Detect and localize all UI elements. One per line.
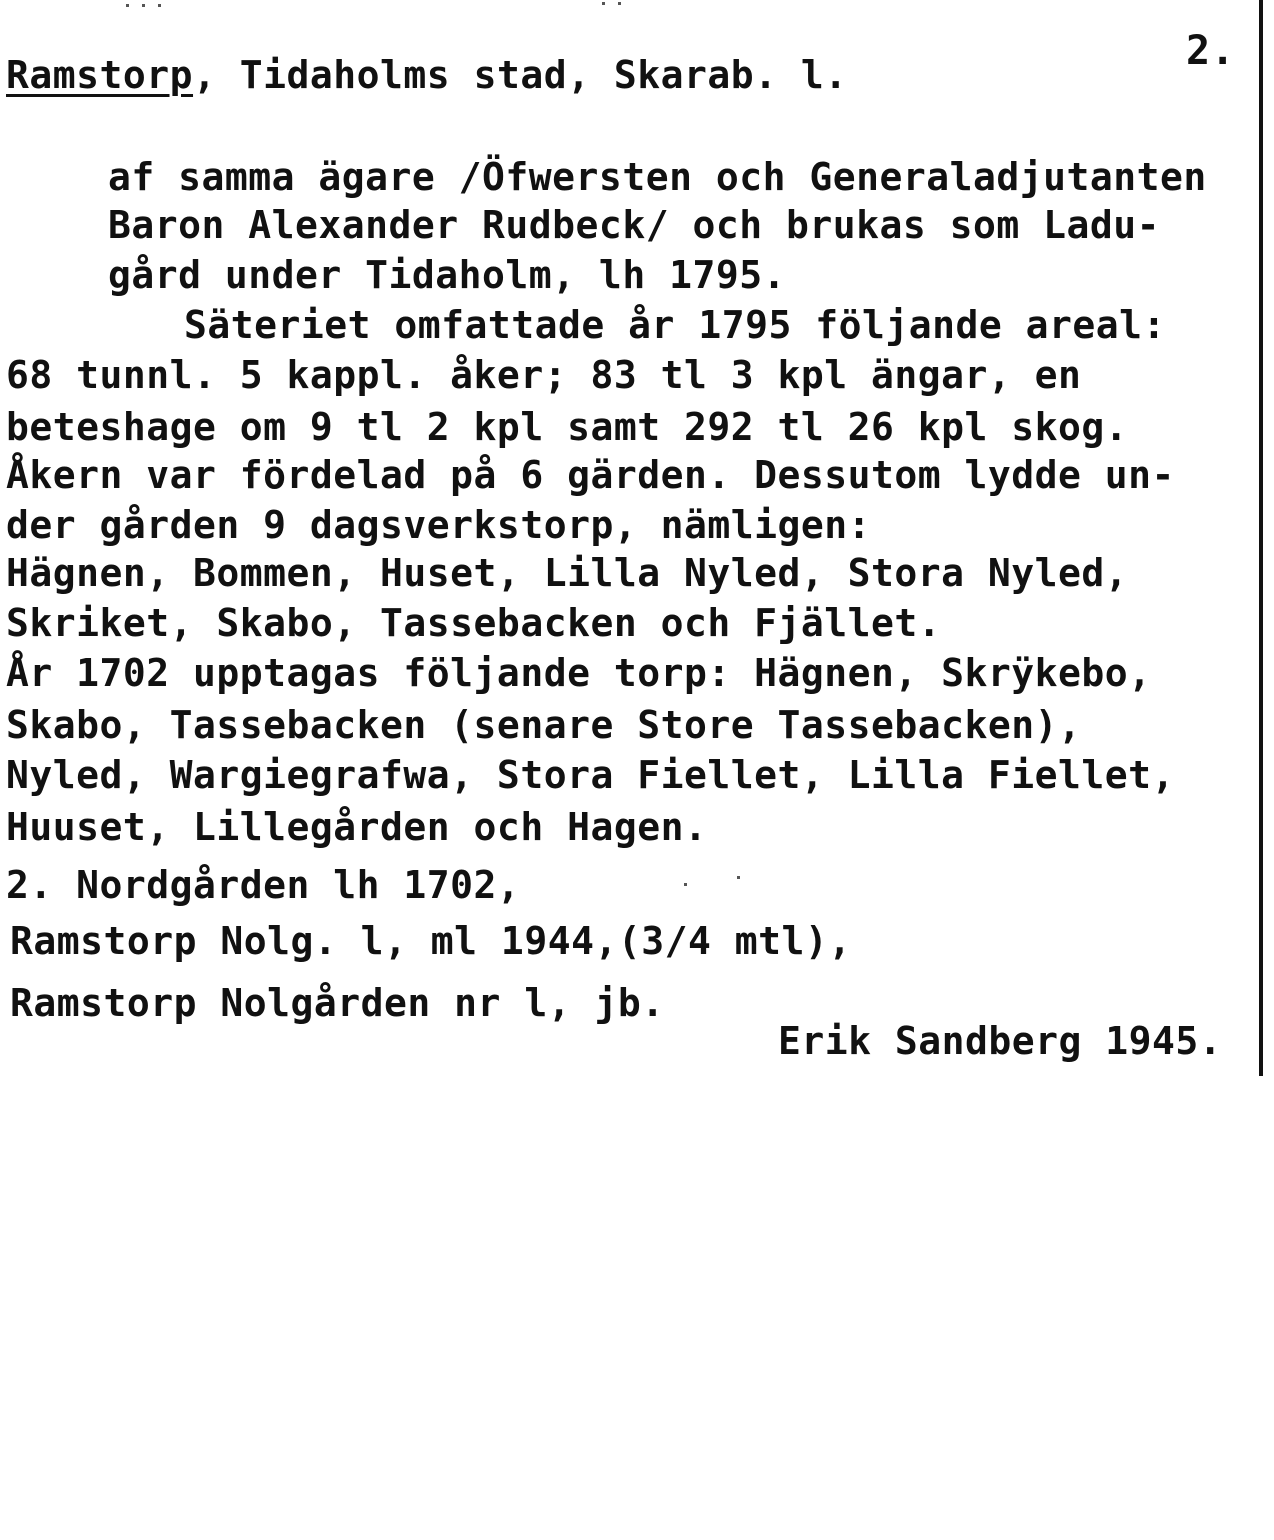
place-location: , Tidaholms stad, Skarab. l. — [193, 53, 848, 97]
body-line-9: Hägnen, Bommen, Huset, Lilla Nyled, Stora Nyled, — [6, 551, 1129, 595]
body-line-1: af samma ägare /Öfwersten och Generaladjutanten — [108, 155, 1207, 199]
body-line-16: Ramstorp Nolg. l, ml 1944,(3/4 mtl), — [10, 919, 852, 963]
body-line-11: År 1702 upptagas följande torp: Hägnen, Skrÿkebo, — [6, 651, 1152, 695]
body-line-17: Ramstorp Nolgården nr l, jb. — [10, 981, 665, 1025]
signature: Erik Sandberg 1945. — [778, 1019, 1223, 1063]
scan-speck — [142, 4, 145, 7]
body-line-2: Baron Alexander Rudbeck/ och brukas som Ladu- — [108, 203, 1161, 247]
scan-speck — [618, 2, 621, 5]
scan-speck — [602, 2, 605, 5]
place-name: Ramstorp — [6, 53, 194, 97]
scan-speck — [126, 4, 129, 7]
body-line-14: Huuset, Lillegården och Hagen. — [6, 805, 708, 849]
body-line-6: beteshage om 9 tl 2 kpl samt 292 tl 26 kpl skog. — [6, 405, 1129, 449]
scan-speck — [158, 4, 161, 7]
heading-line — [6, 53, 848, 97]
body-line-10: Skriket, Skabo, Tassebacken och Fjället. — [6, 601, 942, 645]
card-right-border — [1259, 0, 1263, 1076]
body-line-8: der gården 9 dagsverkstorp, nämligen: — [6, 503, 871, 547]
page-number: 2. — [1186, 28, 1236, 74]
scan-speck — [737, 876, 740, 879]
body-line-5: 68 tunnl. 5 kappl. åker; 83 tl 3 kpl ängar, en — [6, 353, 1082, 397]
body-line-3: gård under Tidaholm, lh 1795. — [108, 253, 786, 297]
body-line-7: Åkern var fördelad på 6 gärden. Dessutom lydde un- — [6, 453, 1175, 497]
body-line-4: Säteriet omfattade år 1795 följande areal: — [184, 303, 1166, 347]
body-line-13: Nyled, Wargiegrafwa, Stora Fiellet, Lilla Fiellet, — [6, 753, 1175, 797]
body-line-15: 2. Nordgården lh 1702, — [6, 863, 521, 907]
scan-speck — [684, 883, 687, 886]
body-line-12: Skabo, Tassebacken (senare Store Tassebacken), — [6, 703, 1082, 747]
